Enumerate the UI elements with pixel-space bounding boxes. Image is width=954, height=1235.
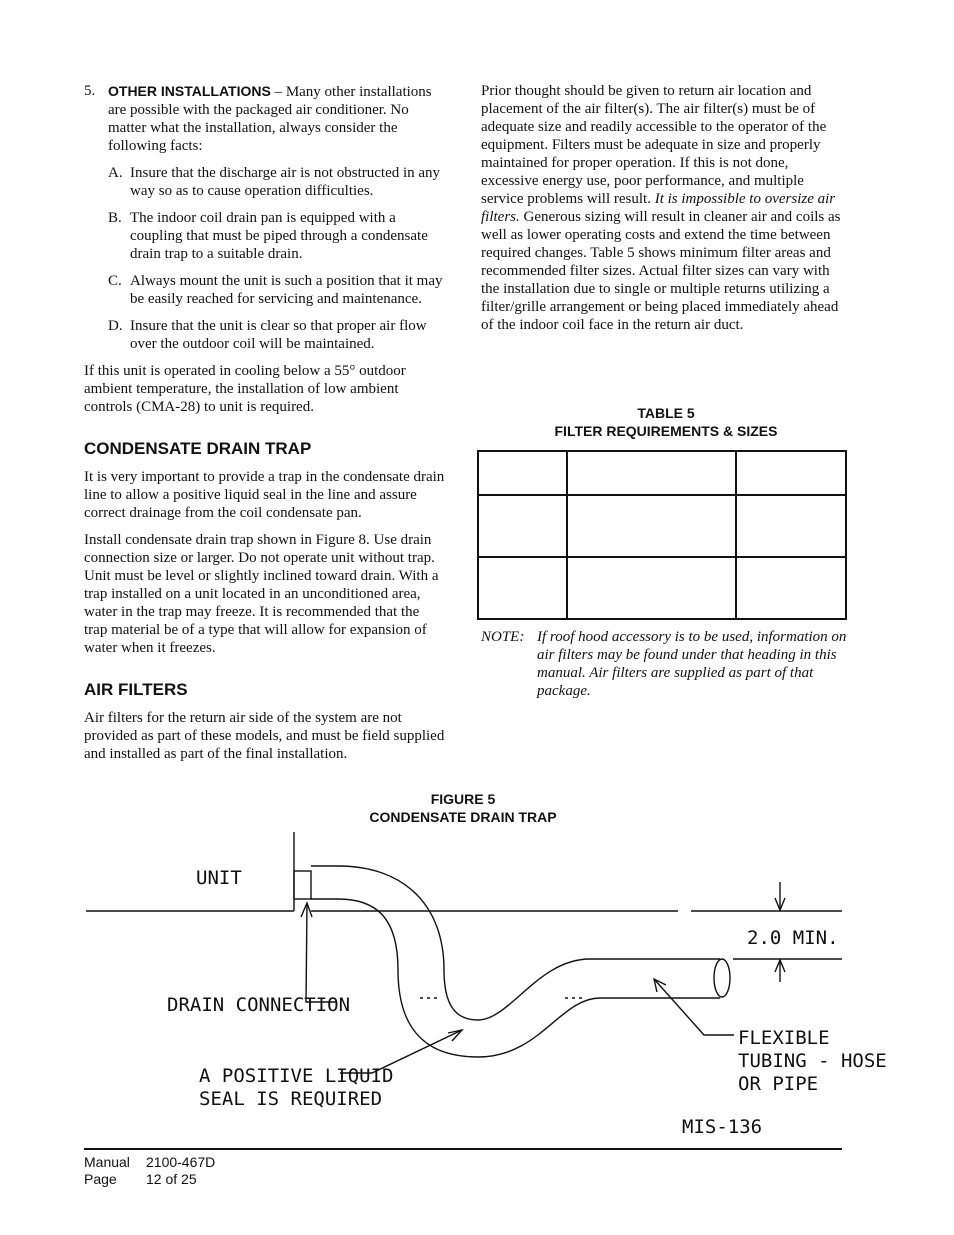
label-flexible-2: TUBING - HOSE	[738, 1050, 887, 1072]
footer-manual-row	[84, 1154, 215, 1171]
trap-pipe-upper-wall	[311, 866, 720, 1020]
subitem-text: Always mount the unit is such a position that it may be easily reached for servicing and maintenance.	[130, 273, 443, 307]
footer-page-label: Page	[84, 1171, 117, 1187]
filter-paragraph-text-1: Prior thought should be given to return air location and placement of the air filter(s). The air filter(s) must be of adequate size and readily accessible to the operator of the equipment. Filters must be adequate in size and properly maintained for proper operation. If this is not done, excessive energy use, poor performance, and multiple service problems will result.	[481, 83, 827, 207]
note-text: If roof hood accessory is to be used, information on air filters may be found under that heading in this manual. Air filters are supplied as part of that package.	[537, 629, 847, 699]
footer-page-value: 12 of 25	[146, 1171, 197, 1187]
table-number: TABLE 5	[637, 405, 695, 421]
label-dimension: 2.0 MIN.	[747, 927, 839, 949]
drain-leader	[306, 905, 336, 1002]
air-filters-paragraph: Air filters for the return air side of the system are not provided as part of these models, and must be field supplied and installed as part of the final installation.	[84, 710, 445, 762]
label-drain-connection: DRAIN CONNECTION	[167, 994, 351, 1016]
air-filters-heading: AIR FILTERS	[84, 680, 188, 699]
subitem-letter: C.	[108, 273, 122, 289]
condensate-paragraph-2: Install condensate drain trap shown in Figure 8. Use drain connection size or larger. Do not operate unit without trap. Unit must be level or slightly inclined toward drain. With a trap installed on a unit located in an unconditioned area, water in the trap may freeze. It is recommended that the trap material be of a type that will allow for expansion of water when it freezes.	[84, 532, 439, 656]
cooling-note: If this unit is operated in cooling below a 55° outdoor ambient temperature, the installation of low ambient controls (CMA-28) to unit is required.	[84, 363, 406, 415]
figure-title: CONDENSATE DRAIN TRAP	[369, 809, 557, 825]
label-seal-line-2: SEAL IS REQUIRED	[199, 1088, 383, 1110]
footer-page-row	[84, 1171, 215, 1188]
subitem-text: Insure that the discharge air is not obstructed in any way so as to cause operation difficulties.	[130, 165, 441, 199]
item-heading: OTHER INSTALLATIONS	[108, 83, 271, 99]
footer-rule	[84, 1148, 842, 1150]
trap-pipe-lower-wall	[311, 899, 720, 1057]
subitem-letter: D.	[108, 318, 123, 334]
filter-paragraph-text-2: Generous sizing will result in cleaner air and coils as well as lower operating costs and extend the time between required changes. Table 5 shows minimum filter areas and recommended filter sizes. Actual filter sizes can vary with the installation due to single or multiple returns utilizing a filter/grille arrangement or being placed immediately ahead of the indoor coil face in the return air duct.	[481, 209, 841, 333]
label-drawing-number: MIS-136	[682, 1116, 763, 1138]
subitem-text: Insure that the unit is clear so that proper air flow over the outdoor coil will be maintained.	[130, 318, 427, 352]
item-intro: – Many other installations are possible with the packaged air conditioner. No matter what the installation, always consider the following facts:	[108, 84, 432, 154]
condensate-heading: CONDENSATE DRAIN TRAP	[84, 439, 312, 458]
subitem-letter: A.	[108, 165, 123, 181]
pipe-end	[714, 959, 730, 997]
condensate-paragraph-1: It is very important to provide a trap in the condensate drain line to allow a positive liquid seal in the line and assure correct drainage from the coil condensate pan.	[84, 469, 445, 521]
item-number: 5.	[84, 83, 96, 99]
label-seal-line-1: A POSITIVE LIQUID	[199, 1065, 394, 1087]
flex-leader	[654, 979, 734, 1035]
label-unit: UNIT	[196, 867, 242, 889]
table-title: FILTER REQUIREMENTS & SIZES	[554, 423, 778, 439]
figure-number: FIGURE 5	[430, 791, 496, 807]
page-footer	[84, 1154, 215, 1188]
subitem-letter: B.	[108, 210, 122, 226]
label-flexible-3: OR PIPE	[738, 1073, 819, 1095]
subitem-text: The indoor coil drain pan is equipped with a coupling that must be piped through a condensate drain trap to a suitable drain.	[130, 210, 428, 262]
note-label: NOTE:	[481, 629, 525, 645]
filter-paragraph-emphasis: It is impossible to oversize air filters.	[481, 191, 836, 225]
footer-manual-label: Manual	[84, 1154, 130, 1170]
footer-manual-value: 2100-467D	[146, 1154, 216, 1170]
drain-coupling	[294, 871, 311, 899]
label-flexible-1: FLEXIBLE	[738, 1027, 830, 1049]
